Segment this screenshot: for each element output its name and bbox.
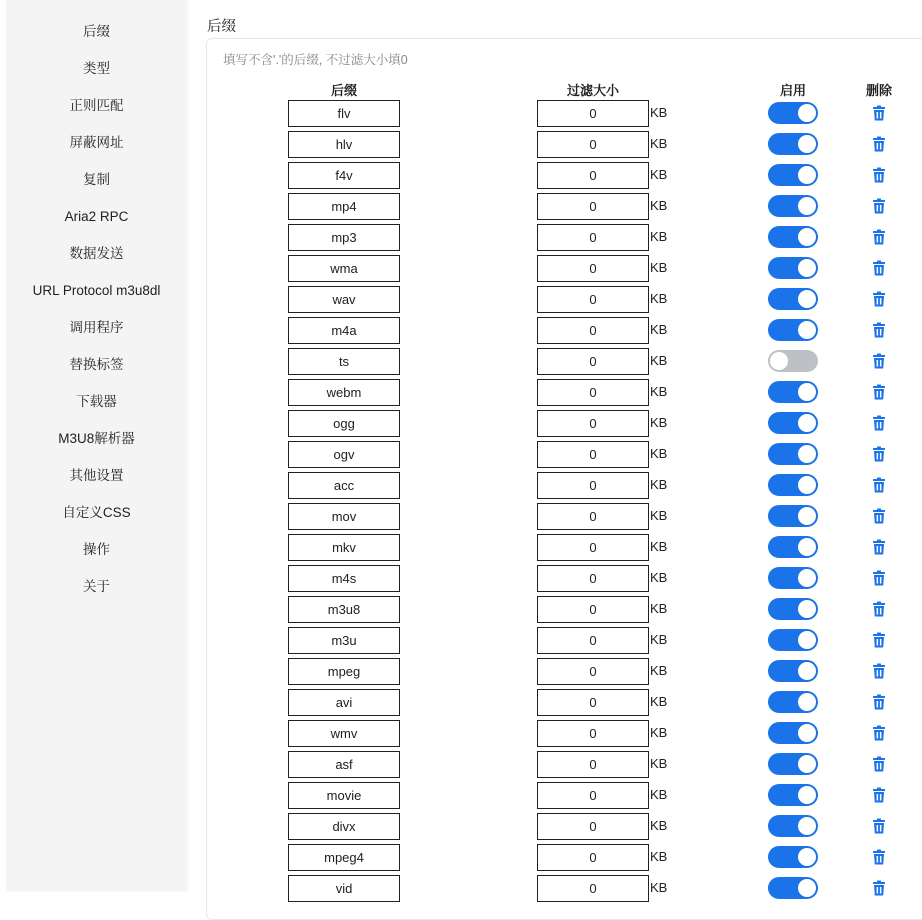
suffix-input[interactable] (288, 348, 400, 375)
section-title: 后缀 (207, 19, 236, 35)
size-input[interactable] (537, 131, 649, 158)
size-unit-label: KB (650, 415, 668, 430)
size-unit-label: KB (650, 384, 668, 399)
table-row (0, 379, 922, 410)
table-row (0, 596, 922, 627)
toggle-knob (798, 569, 816, 587)
suffix-input[interactable] (288, 534, 400, 561)
trash-icon[interactable] (870, 321, 888, 339)
enable-toggle[interactable] (768, 691, 818, 713)
toggle-knob (798, 600, 816, 618)
table-row (0, 720, 922, 751)
toggle-knob (798, 197, 816, 215)
enable-toggle[interactable] (768, 195, 818, 217)
enable-toggle[interactable] (768, 164, 818, 186)
toggle-knob (798, 228, 816, 246)
trash-icon[interactable] (870, 569, 888, 587)
trash-icon[interactable] (870, 848, 888, 866)
table-row (0, 317, 922, 348)
trash-icon[interactable] (870, 228, 888, 246)
enable-toggle[interactable] (768, 350, 818, 372)
table-row (0, 162, 922, 193)
enable-toggle[interactable] (768, 536, 818, 558)
table-row (0, 627, 922, 658)
suffix-input[interactable] (288, 162, 400, 189)
suffix-input[interactable] (288, 596, 400, 623)
sidebar-item-0[interactable]: 后缀 (83, 24, 110, 39)
toggle-knob (798, 631, 816, 649)
enable-toggle[interactable] (768, 629, 818, 651)
size-unit-label: KB (650, 477, 668, 492)
size-input[interactable] (537, 317, 649, 344)
suffix-input[interactable] (288, 689, 400, 716)
size-unit-label: KB (650, 539, 668, 554)
enable-toggle[interactable] (768, 815, 818, 837)
suffix-input[interactable] (288, 503, 400, 530)
size-input[interactable] (537, 658, 649, 685)
toggle-knob (798, 321, 816, 339)
size-unit-label: KB (650, 198, 668, 213)
size-unit-label: KB (650, 508, 668, 523)
trash-icon[interactable] (870, 693, 888, 711)
size-input[interactable] (537, 875, 649, 902)
toggle-knob (798, 879, 816, 897)
suffix-input[interactable] (288, 224, 400, 251)
size-input[interactable] (537, 379, 649, 406)
trash-icon[interactable] (870, 166, 888, 184)
size-unit-label: KB (650, 260, 668, 275)
enable-toggle[interactable] (768, 567, 818, 589)
toggle-knob (798, 476, 816, 494)
column-header-size: 过滤大小 (566, 83, 619, 98)
toggle-knob (798, 135, 816, 153)
column-header-suffix: 后缀 (330, 83, 357, 98)
trash-icon[interactable] (870, 600, 888, 618)
toggle-knob (798, 724, 816, 742)
enable-toggle[interactable] (768, 226, 818, 248)
toggle-knob (798, 662, 816, 680)
table-row (0, 255, 922, 286)
toggle-knob (798, 848, 816, 866)
column-header-enabled: 启用 (779, 83, 806, 98)
size-input[interactable] (537, 689, 649, 716)
table-row (0, 348, 922, 379)
toggle-knob (798, 414, 816, 432)
size-input[interactable] (537, 720, 649, 747)
size-input[interactable] (537, 224, 649, 251)
suffix-input[interactable] (288, 627, 400, 654)
trash-icon[interactable] (870, 383, 888, 401)
table-row (0, 131, 922, 162)
toggle-knob (798, 507, 816, 525)
size-unit-label: KB (650, 353, 668, 368)
size-unit-label: KB (650, 787, 668, 802)
size-input[interactable] (537, 100, 649, 127)
enable-toggle[interactable] (768, 877, 818, 899)
suffix-input[interactable] (288, 844, 400, 871)
trash-icon[interactable] (870, 476, 888, 494)
size-input[interactable] (537, 627, 649, 654)
table-row (0, 689, 922, 720)
table-row (0, 193, 922, 224)
toggle-knob (798, 383, 816, 401)
table-row (0, 534, 922, 565)
sidebar-item-12[interactable]: 其他设置 (69, 468, 124, 483)
sidebar-item-9[interactable]: 替换标签 (69, 357, 124, 372)
table-row (0, 472, 922, 503)
enable-toggle[interactable] (768, 598, 818, 620)
size-input[interactable] (537, 348, 649, 375)
table-row (0, 441, 922, 472)
size-unit-label: KB (650, 694, 668, 709)
enable-toggle[interactable] (768, 412, 818, 434)
enable-toggle[interactable] (768, 257, 818, 279)
size-unit-label: KB (650, 849, 668, 864)
size-input[interactable] (537, 534, 649, 561)
sidebar-item-5[interactable]: Aria2 RPC (64, 209, 129, 224)
enable-toggle[interactable] (768, 753, 818, 775)
suffix-input[interactable] (288, 658, 400, 685)
toggle-knob (798, 104, 816, 122)
sidebar-item-6[interactable]: 数据发送 (69, 246, 124, 261)
enable-toggle[interactable] (768, 474, 818, 496)
size-unit-label: KB (650, 446, 668, 461)
trash-icon[interactable] (870, 445, 888, 463)
size-unit-label: KB (650, 725, 668, 740)
table-row (0, 658, 922, 689)
toggle-knob (770, 352, 788, 370)
size-input[interactable] (537, 472, 649, 499)
size-input[interactable] (537, 503, 649, 530)
enable-toggle[interactable] (768, 784, 818, 806)
toggle-knob (798, 166, 816, 184)
size-unit-label: KB (650, 818, 668, 833)
suffix-input[interactable] (288, 813, 400, 840)
trash-icon[interactable] (870, 538, 888, 556)
size-unit-label: KB (650, 663, 668, 678)
size-input[interactable] (537, 410, 649, 437)
sidebar-item-14[interactable]: 操作 (83, 542, 110, 557)
suffix-input[interactable] (288, 472, 400, 499)
suffix-input[interactable] (288, 720, 400, 747)
size-input[interactable] (537, 162, 649, 189)
sidebar-item-8[interactable]: 调用程序 (69, 320, 124, 335)
table-row (0, 782, 922, 813)
size-input[interactable] (537, 782, 649, 809)
size-unit-label: KB (650, 322, 668, 337)
hint-text: 填写不含'.'的后缀, 不过滤大小填0 (223, 53, 408, 67)
trash-icon[interactable] (870, 879, 888, 897)
suffix-input[interactable] (288, 317, 400, 344)
suffix-input[interactable] (288, 410, 400, 437)
table-row (0, 844, 922, 875)
size-input[interactable] (537, 255, 649, 282)
table-row (0, 286, 922, 317)
table-row (0, 224, 922, 255)
size-unit-label: KB (650, 105, 668, 120)
size-input[interactable] (537, 751, 649, 778)
suffix-input[interactable] (288, 379, 400, 406)
toggle-knob (798, 445, 816, 463)
table-row (0, 503, 922, 534)
sidebar-item-13[interactable]: 自定义CSS (62, 505, 131, 520)
size-input[interactable] (537, 286, 649, 313)
table-row (0, 410, 922, 441)
trash-icon[interactable] (870, 259, 888, 277)
sidebar-item-7[interactable]: URL Protocol m3u8dl (32, 283, 161, 298)
suffix-input[interactable] (288, 131, 400, 158)
trash-icon[interactable] (870, 755, 888, 773)
size-unit-label: KB (650, 756, 668, 771)
trash-icon[interactable] (870, 631, 888, 649)
suffix-input[interactable] (288, 875, 400, 902)
size-input[interactable] (537, 813, 649, 840)
enable-toggle[interactable] (768, 660, 818, 682)
table-row (0, 751, 922, 782)
toggle-knob (798, 259, 816, 277)
table-row (0, 813, 922, 844)
trash-icon[interactable] (870, 197, 888, 215)
size-input[interactable] (537, 844, 649, 871)
enable-toggle[interactable] (768, 443, 818, 465)
trash-icon[interactable] (870, 135, 888, 153)
toggle-knob (798, 538, 816, 556)
trash-icon[interactable] (870, 414, 888, 432)
size-unit-label: KB (650, 136, 668, 151)
size-unit-label: KB (650, 632, 668, 647)
sidebar-item-10[interactable]: 下载器 (76, 394, 117, 409)
toggle-knob (798, 693, 816, 711)
size-input[interactable] (537, 193, 649, 220)
size-unit-label: KB (650, 880, 668, 895)
toggle-knob (798, 786, 816, 804)
trash-icon[interactable] (870, 786, 888, 804)
trash-icon[interactable] (870, 507, 888, 525)
trash-icon[interactable] (870, 724, 888, 742)
trash-icon[interactable] (870, 352, 888, 370)
suffix-input[interactable] (288, 193, 400, 220)
sidebar-item-2[interactable]: 正则匹配 (69, 98, 124, 113)
column-header-delete: 删除 (865, 83, 892, 98)
enable-toggle[interactable] (768, 102, 818, 124)
suffix-input[interactable] (288, 286, 400, 313)
size-input[interactable] (537, 565, 649, 592)
size-unit-label: KB (650, 167, 668, 182)
sidebar-item-11[interactable]: M3U8解析器 (58, 431, 135, 446)
size-unit-label: KB (650, 229, 668, 244)
suffix-input[interactable] (288, 751, 400, 778)
suffix-input[interactable] (288, 565, 400, 592)
enable-toggle[interactable] (768, 505, 818, 527)
enable-toggle[interactable] (768, 846, 818, 868)
size-unit-label: KB (650, 291, 668, 306)
trash-icon[interactable] (870, 817, 888, 835)
sidebar-item-15[interactable]: 关于 (83, 579, 110, 594)
enable-toggle[interactable] (768, 133, 818, 155)
size-unit-label: KB (650, 570, 668, 585)
toggle-knob (798, 755, 816, 773)
suffix-input[interactable] (288, 100, 400, 127)
suffix-input[interactable] (288, 782, 400, 809)
trash-icon[interactable] (870, 662, 888, 680)
enable-toggle[interactable] (768, 381, 818, 403)
trash-icon[interactable] (870, 290, 888, 308)
table-row (0, 565, 922, 596)
sidebar-item-3[interactable]: 屏蔽网址 (69, 135, 124, 150)
enable-toggle[interactable] (768, 319, 818, 341)
table-row (0, 100, 922, 131)
trash-icon[interactable] (870, 104, 888, 122)
toggle-knob (798, 817, 816, 835)
suffix-input[interactable] (288, 255, 400, 282)
enable-toggle[interactable] (768, 722, 818, 744)
suffix-input[interactable] (288, 441, 400, 468)
sidebar-item-4[interactable]: 复制 (83, 172, 110, 187)
size-input[interactable] (537, 596, 649, 623)
size-unit-label: KB (650, 601, 668, 616)
sidebar-item-1[interactable]: 类型 (83, 61, 110, 76)
size-input[interactable] (537, 441, 649, 468)
toggle-knob (798, 290, 816, 308)
enable-toggle[interactable] (768, 288, 818, 310)
